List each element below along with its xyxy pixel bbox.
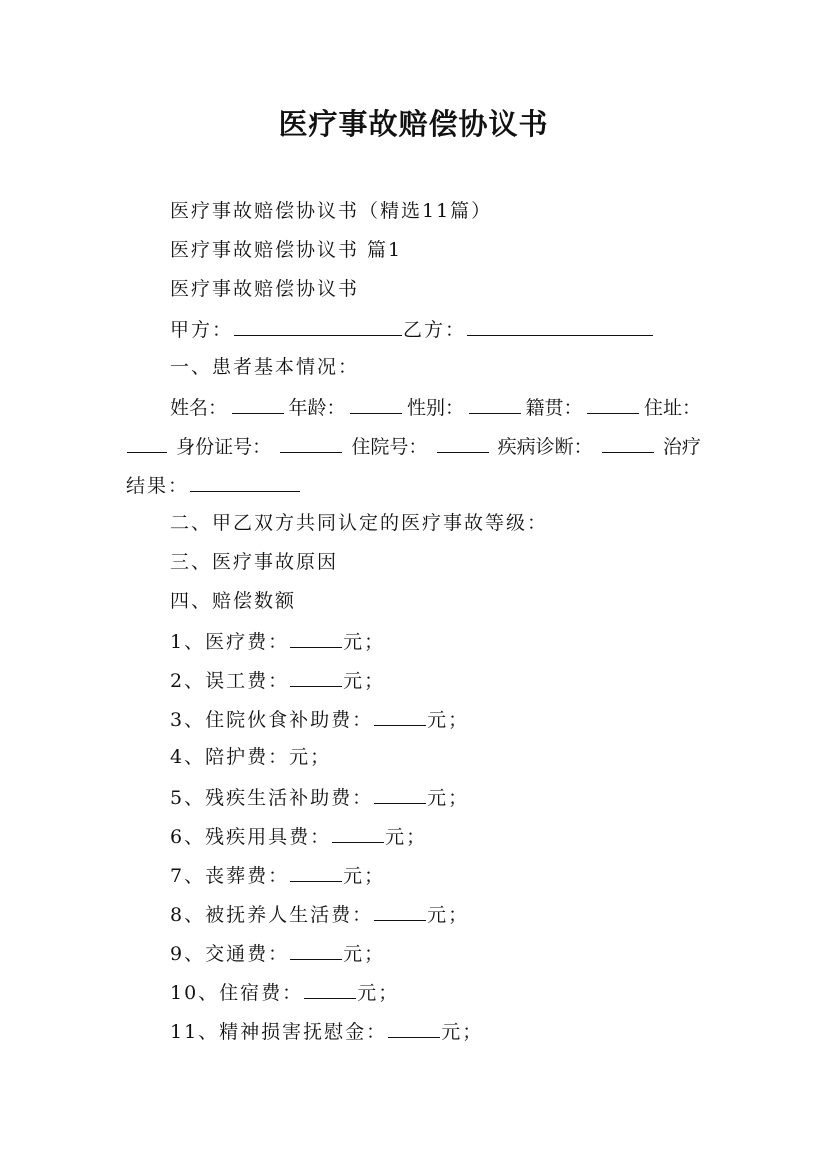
native-place-label: 籍贯： xyxy=(525,397,583,419)
compensation-item xyxy=(170,1017,483,1045)
item-suffix: 元； xyxy=(385,826,428,848)
compensation-item xyxy=(170,900,469,928)
section-4-heading: 四、赔偿数额 xyxy=(170,590,297,612)
parties-line xyxy=(170,315,654,343)
item-suffix: 元； xyxy=(289,746,332,768)
gender-label: 性别： xyxy=(406,397,464,419)
section-2-heading: 二、甲乙双方共同认定的医疗事故等级： xyxy=(170,512,549,534)
item-suffix: 元； xyxy=(343,943,386,965)
treatment-prefix: 治疗 xyxy=(662,436,701,458)
item-suffix: 元； xyxy=(357,982,400,1004)
item-label: 5、残疾生活补助费： xyxy=(170,787,374,809)
name-label: 姓名： xyxy=(170,397,228,419)
party-a-label: 甲方： xyxy=(170,319,234,341)
item-suffix: 元； xyxy=(427,709,470,731)
compensation-item xyxy=(170,822,427,850)
compensation-item xyxy=(170,627,385,655)
native-place-blank[interactable] xyxy=(587,393,639,414)
hospital-no-blank[interactable] xyxy=(437,432,489,453)
patient-info-line-2 xyxy=(126,432,701,460)
id-number-label: 身份证号： xyxy=(176,436,272,458)
id-number-blank[interactable] xyxy=(280,432,342,453)
item-suffix: 元； xyxy=(343,670,386,692)
name-blank[interactable] xyxy=(232,393,284,414)
amount-blank[interactable] xyxy=(332,822,384,843)
address-blank[interactable] xyxy=(127,432,167,453)
item-suffix: 元； xyxy=(441,1021,484,1043)
section-1-heading: 一、患者基本情况： xyxy=(170,356,360,378)
patient-info-line-1 xyxy=(170,393,701,421)
amount-blank[interactable] xyxy=(290,666,342,687)
intro-line: 医疗事故赔偿协议书（精选11篇） xyxy=(170,200,493,222)
item-label: 9、交通费： xyxy=(170,943,290,965)
amount-blank[interactable] xyxy=(290,939,342,960)
hospital-no-label: 住院号： xyxy=(351,436,428,458)
compensation-item xyxy=(170,744,331,770)
compensation-item xyxy=(170,666,385,694)
amount-blank[interactable] xyxy=(304,978,356,999)
compensation-item xyxy=(170,978,399,1006)
amount-blank[interactable] xyxy=(374,783,426,804)
patient-info-line-3 xyxy=(126,471,301,499)
compensation-item xyxy=(170,939,385,967)
item-suffix: 元； xyxy=(343,631,386,653)
amount-blank[interactable] xyxy=(374,900,426,921)
diagnosis-blank[interactable] xyxy=(602,432,654,453)
party-b-label: 乙方： xyxy=(403,319,467,341)
section-3-heading: 三、医疗事故原因 xyxy=(170,551,339,573)
item-suffix: 元； xyxy=(427,787,470,809)
sub-title: 医疗事故赔偿协议书 xyxy=(170,278,360,300)
compensation-item xyxy=(170,705,469,733)
compensation-item xyxy=(170,783,469,811)
result-label: 结果： xyxy=(126,475,190,497)
diagnosis-label: 疾病诊断： xyxy=(497,436,593,458)
address-label: 住址： xyxy=(643,397,701,419)
item-suffix: 元； xyxy=(427,904,470,926)
gender-blank[interactable] xyxy=(469,393,521,414)
result-blank[interactable] xyxy=(190,471,300,492)
item-label: 8、被抚养人生活费： xyxy=(170,904,374,926)
item-label: 3、住院伙食补助费： xyxy=(170,709,374,731)
item-label: 2、误工费： xyxy=(170,670,290,692)
item-label: 6、残疾用具费： xyxy=(170,826,332,848)
piece-heading: 医疗事故赔偿协议书 篇1 xyxy=(170,239,403,261)
amount-blank[interactable] xyxy=(374,705,426,726)
item-label: 1、医疗费： xyxy=(170,631,290,653)
amount-blank[interactable] xyxy=(290,627,342,648)
document-title: 医疗事故赔偿协议书 xyxy=(278,107,549,141)
item-label: 11、精神损害抚慰金： xyxy=(170,1021,388,1043)
age-label: 年龄： xyxy=(288,397,346,419)
amount-blank[interactable] xyxy=(290,861,342,882)
item-label: 10、住宿费： xyxy=(170,982,304,1004)
party-a-blank[interactable] xyxy=(234,315,402,336)
compensation-item xyxy=(170,861,385,889)
item-label: 7、丧葬费： xyxy=(170,865,290,887)
item-suffix: 元； xyxy=(343,865,386,887)
age-blank[interactable] xyxy=(350,393,402,414)
party-b-blank[interactable] xyxy=(467,315,653,336)
item-label: 4、陪护费： xyxy=(170,746,290,768)
amount-blank[interactable] xyxy=(388,1017,440,1038)
